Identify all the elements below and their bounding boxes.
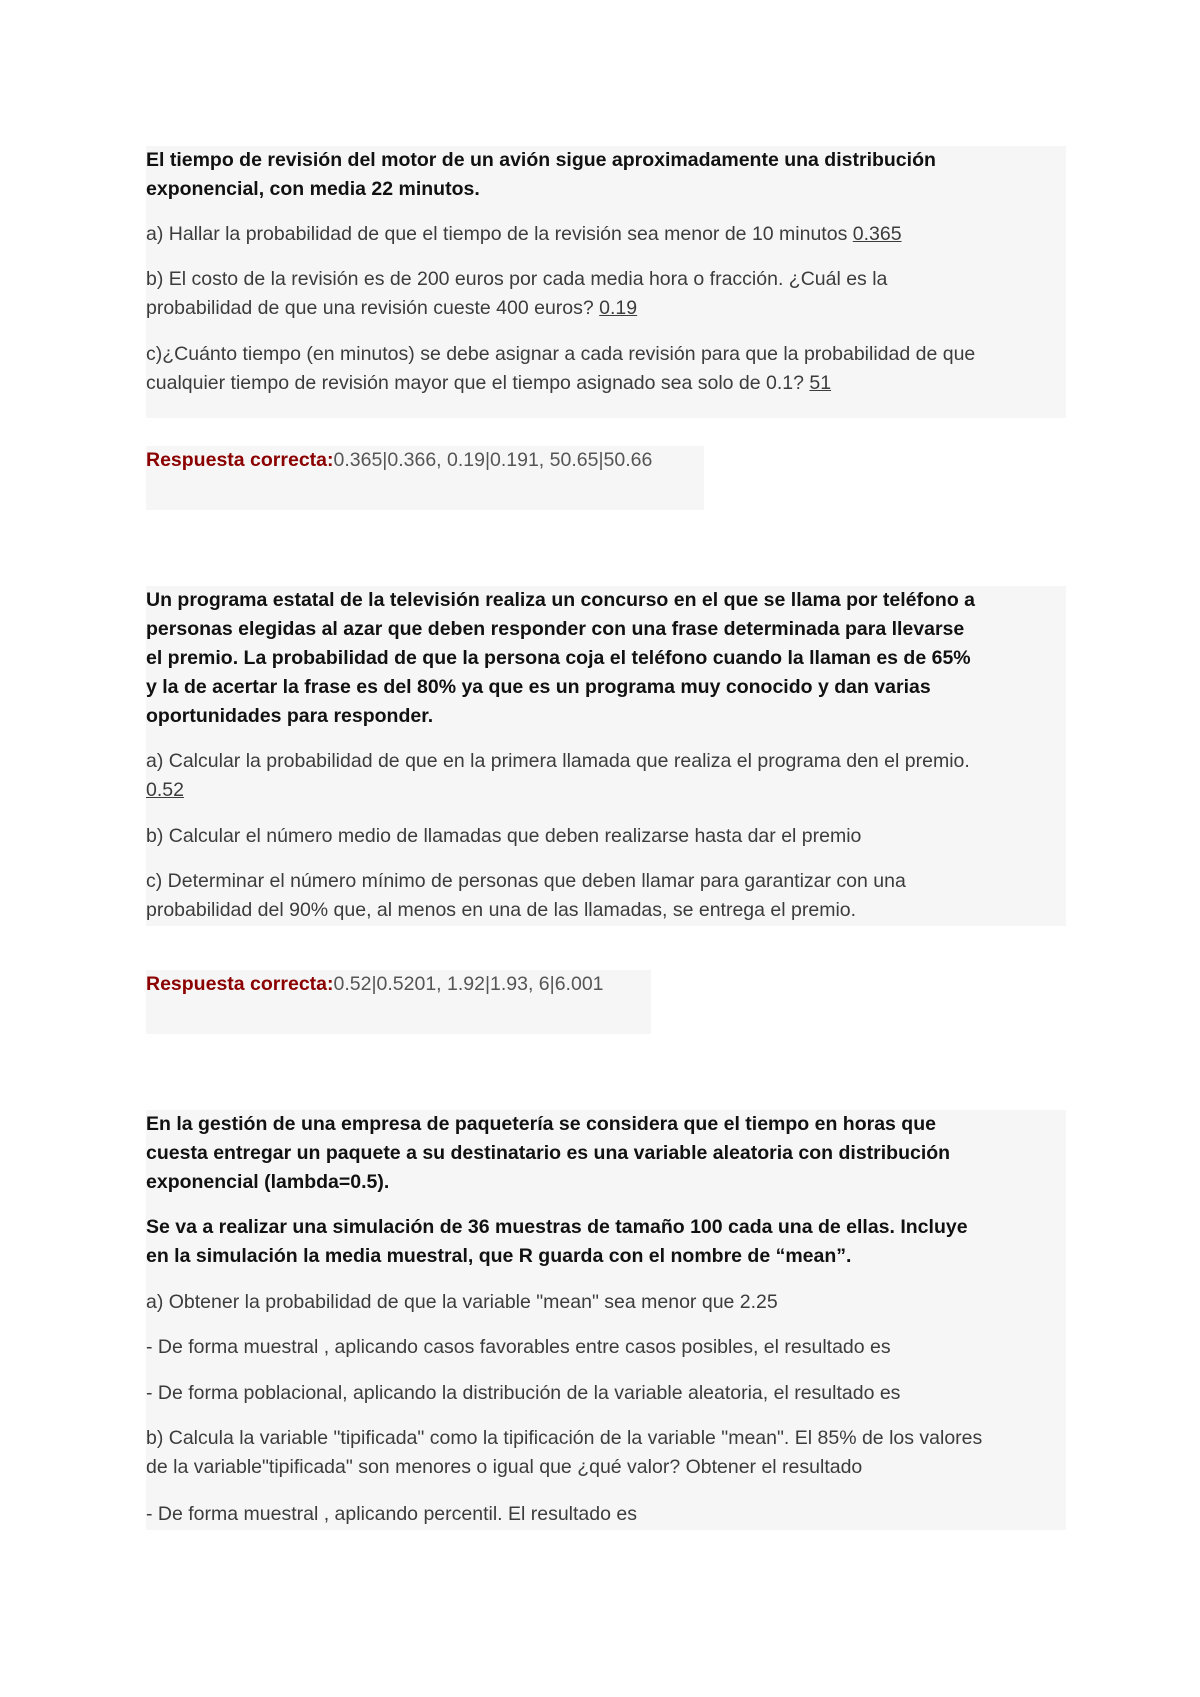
q1-correct-answer	[146, 446, 652, 475]
q2-part-a-line-2	[146, 776, 184, 805]
q2-part-a-line-1: a) Calcular la probabilidad de que en la primera llamada que realiza el programa den el premio.	[146, 750, 970, 772]
q1-part-c-answer: 51	[809, 372, 832, 394]
q3-statement-line-2: cuesta entregar un paquete a su destinatario es una variable aleatoria con distribución	[146, 1142, 951, 1164]
q3-simulation-line-1: Se va a realizar una simulación de 36 muestras de tamaño 100 cada una de ellas. Incluye	[146, 1216, 968, 1238]
q1-statement-line-2: exponencial, con media 22 minutos.	[146, 178, 480, 200]
q3-part-b-line-1: b) Calcula la variable "tipificada" como la tipificación de la variable "mean". El 85% de los valores	[146, 1427, 983, 1449]
q2-part-c-line-2: probabilidad del 90% que, al menos en una de las llamadas, se entrega el premio.	[146, 899, 857, 921]
q2-part-c-line-1: c) Determinar el número mínimo de personas que deben llamar para garantizar con una	[146, 870, 906, 892]
q1-part-c-line-1: c)¿Cuánto tiempo (en minutos) se debe asignar a cada revisión para que la probabilidad de que	[146, 343, 976, 365]
q2-part-b: b) Calcular el número medio de llamadas que deben realizarse hasta dar el premio	[146, 825, 862, 847]
q2-statement-line-3: el premio. La probabilidad de que la persona coja el teléfono cuando la llaman es de 65%	[146, 647, 971, 669]
q2-statement-line-4: y la de acertar la frase es del 80% ya que es un programa muy conocido y dan varias	[146, 676, 931, 698]
q1-part-c-text: cualquier tiempo de revisión mayor que el tiempo asignado sea solo de 0.1?	[146, 372, 810, 394]
q1-part-b-answer: 0.19	[599, 297, 638, 319]
q3-part-b-sample: - De forma muestral , aplicando percentil. El resultado es	[146, 1503, 637, 1525]
q1-part-b-text: probabilidad de que una revisión cueste 400 euros?	[146, 297, 600, 319]
q1-part-a	[146, 220, 902, 249]
q1-part-c-line-2	[146, 369, 831, 398]
q1-statement-line-1: El tiempo de revisión del motor de un avión sigue aproximadamente una distribución	[146, 149, 936, 171]
q2-statement-line-5: oportunidades para responder.	[146, 705, 434, 727]
q2-statement-line-2: personas elegidas al azar que deben responder con una frase determinada para llevarse	[146, 618, 965, 640]
q1-part-a-text: a) Hallar la probabilidad de que el tiempo de la revisión sea menor de 10 minutos	[146, 223, 853, 245]
q3-part-b-line-2: de la variable"tipificada" son menores o igual que ¿qué valor? Obtener el resultado	[146, 1456, 863, 1478]
q2-correct-value: 0.52|0.5201, 1.92|1.93, 6|6.001	[333, 973, 604, 995]
q3-part-a-sample: - De forma muestral , aplicando casos favorables entre casos posibles, el resultado es	[146, 1336, 891, 1358]
q1-part-b-line-2	[146, 294, 637, 323]
q3-part-a-population: - De forma poblacional, aplicando la distribución de la variable aleatoria, el resultado es	[146, 1382, 901, 1404]
q3-part-a: a) Obtener la probabilidad de que la variable "mean" sea menor que 2.25	[146, 1291, 778, 1313]
q1-correct-label: Respuesta correcta:	[146, 449, 334, 471]
q3-statement-line-1: En la gestión de una empresa de paquetería se considera que el tiempo en horas que	[146, 1113, 936, 1135]
q2-correct-label: Respuesta correcta:	[146, 973, 334, 995]
q2-statement-line-1: Un programa estatal de la televisión realiza un concurso en el que se llama por teléfono a	[146, 589, 975, 611]
q3-statement-line-3: exponencial (lambda=0.5).	[146, 1171, 390, 1193]
q2-part-a-answer: 0.52	[146, 779, 184, 801]
q3-simulation-line-2: en la simulación la media muestral, que R guarda con el nombre de “mean”.	[146, 1245, 852, 1267]
q1-correct-value: 0.365|0.366, 0.19|0.191, 50.65|50.66	[333, 449, 653, 471]
q2-correct-answer	[146, 970, 604, 999]
q1-part-a-answer: 0.365	[852, 223, 902, 245]
q1-part-b-line-1: b) El costo de la revisión es de 200 euros por cada media hora o fracción. ¿Cuál es la	[146, 268, 888, 290]
